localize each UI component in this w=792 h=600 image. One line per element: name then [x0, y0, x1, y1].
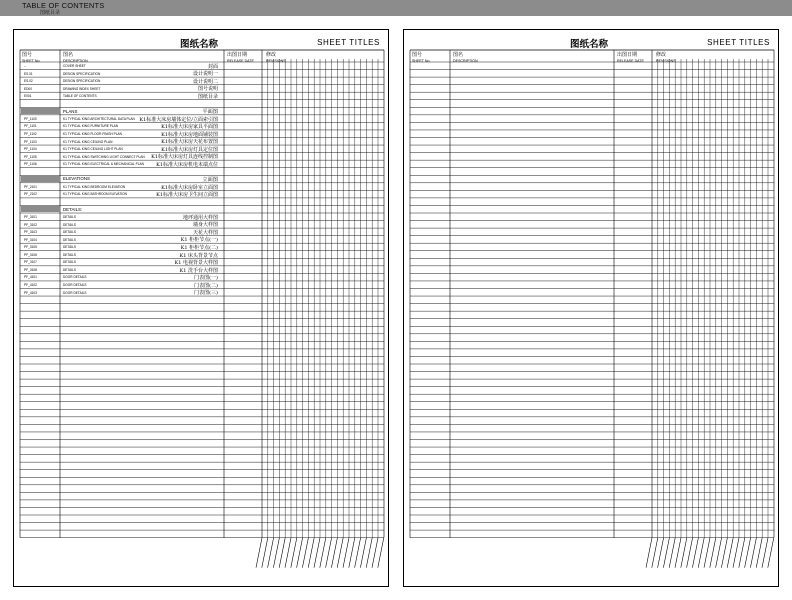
sheet-description: DETAILS [63, 230, 77, 235]
hatch-mark [273, 538, 279, 568]
sheet-name-cn: K1标准大床房天花布置图 [161, 139, 218, 146]
sheet-left [13, 29, 389, 587]
hatch-mark [716, 538, 722, 568]
sheet-number: PF_3101 [24, 215, 37, 219]
hatch-mark [663, 538, 669, 568]
sheet-description: DOOR DETAILS [63, 282, 87, 287]
hatch-mark [698, 538, 704, 568]
hatch-mark [262, 538, 268, 568]
hatch-mark [343, 538, 349, 568]
hatch-mark [337, 538, 343, 568]
hatch-mark [762, 538, 768, 568]
sheet-name-cn: K1 柜柜节点(二) [180, 245, 218, 251]
sheet-number: PF_3108 [24, 267, 37, 272]
sheet-number: PF_2101 [24, 184, 37, 189]
sheet-description: DOOR DETAILS [63, 290, 87, 295]
col-release-cn: 出图日期 [227, 52, 248, 58]
sheet-name-cn: 地坪通用大样图 [182, 214, 218, 221]
col-description-en: DESCRIPTION [63, 59, 88, 63]
sheet-description: DETAILS [63, 267, 77, 272]
hatch-mark [326, 538, 332, 568]
sheet-name-cn: 设计说明二 [192, 78, 218, 85]
sheet-description: DOOR DETAILS [63, 275, 87, 280]
sheet-description: K1 TYPICAL KING CEILING PLAN [63, 139, 113, 144]
col-header-release [227, 52, 254, 64]
col-description-en: DESCRIPTION [453, 59, 478, 63]
sheet-name-cn: 图纸目录 [197, 94, 218, 100]
hatch-mark [692, 538, 698, 568]
sheet-description: K1 TYPICAL KING BEDROOM ELEVATION [63, 184, 126, 189]
sheet-name-cn: 门表图(一) [194, 275, 218, 282]
sheet-number: PF_1100 [24, 116, 37, 121]
col-sheet-no-cn: 图号 [22, 52, 33, 58]
sheet-number: ED00 [24, 86, 32, 91]
sheet-number: ES.01 [24, 71, 33, 76]
hatch-mark [355, 538, 361, 568]
sheet-description: K1 TYPICAL KING ARCHITECTURAL DATA PLAN [63, 116, 135, 121]
sheet-number: -- [24, 64, 27, 68]
hatch-mark [279, 538, 285, 568]
hatch-mark [360, 538, 366, 568]
sheet-description: DETAILS [63, 222, 77, 227]
hatch-mark [733, 538, 739, 568]
sheet-description: DETAILS [63, 245, 77, 250]
banner-title-en: TABLE OF CONTENTS [22, 1, 105, 10]
sheet-name-cn: 封面 [207, 63, 218, 70]
hatch-mark [268, 538, 274, 568]
hatch-mark [739, 538, 745, 568]
sheet-name-cn: K1标准大床房地面铺装图 [161, 131, 218, 138]
hatch-mark [256, 538, 262, 568]
col-revisions-en: REVISIONS [656, 59, 676, 63]
hatch-mark [366, 538, 372, 568]
sheet-name-cn: K1 床头背景节点 [179, 252, 218, 259]
sheet-number: PF_3106 [24, 252, 37, 257]
hatch-mark [681, 538, 687, 568]
sheet-number: PF_1104 [24, 147, 37, 152]
section-title: ELEVATIONS [63, 176, 90, 182]
hatch-mark [745, 538, 751, 568]
sheet-description: TABLE OF CONTENTS [63, 94, 97, 99]
col-header-description [63, 52, 88, 64]
hatch-mark [302, 538, 308, 568]
hatch-mark [704, 538, 710, 568]
hatch-mark [687, 538, 693, 568]
col-sheet-no-en: SHEET No. [412, 59, 431, 63]
col-name-cn: 图名 [63, 52, 74, 58]
col-header-revisions [656, 52, 676, 64]
section-marker [21, 176, 60, 183]
sheet-name-cn: 门表图(三) [194, 290, 218, 297]
sheet-description: K1 TYPICAL KING CEILING LIGHT PLAN [63, 147, 123, 152]
hatch-mark [652, 538, 658, 568]
hatch-mark [320, 538, 326, 568]
sheet-number: PF_3107 [24, 260, 37, 265]
hatch-mark [710, 538, 716, 568]
col-revisions-cn: 修改 [656, 52, 667, 58]
sheet-name-cn: K1标准大床房卫生间立面图 [156, 192, 218, 199]
sheet-description: DETAILS [63, 252, 77, 257]
sheet-description: DETAILS [63, 215, 77, 219]
sheet-number: PF_1101 [24, 124, 37, 129]
sheet-description: DETAILS [63, 260, 77, 265]
sheet-description: DETAILS [63, 237, 77, 242]
sheet-number: PF_3102 [24, 222, 37, 227]
col-release-en: RELEASE DATE [227, 59, 254, 63]
sheet-description: DESIGN SPECIFICATION [63, 79, 101, 84]
sheet-name-cn: K1标准大床房机电末端点位 [156, 161, 218, 168]
hatch-mark [658, 538, 664, 568]
sheet-name-cn: K1 洗手台大样图 [179, 267, 218, 274]
hatch-mark [750, 538, 756, 568]
sheet-title-cn: 图纸名称 [570, 39, 609, 50]
hatch-mark [297, 538, 303, 568]
sheet-name-cn: K1 柜柜节点(一) [180, 237, 218, 244]
sheet-number: E001 [24, 94, 32, 99]
sheet-name-cn: K1标准大床房墙体定位/立面索引图 [139, 116, 218, 123]
sheet-number: PF_1102 [24, 131, 37, 136]
sheet-name-cn: K1标准大床房卧室立面图 [161, 184, 218, 191]
hatch-mark [291, 538, 297, 568]
sheet-name-cn: K1标准大床房家具平面图 [161, 124, 218, 131]
hatch-mark [756, 538, 762, 568]
hatch-mark [372, 538, 378, 568]
sheet-number: PF_4102 [24, 282, 37, 287]
hatch-mark [349, 538, 355, 568]
sheet-name-cn: K1 电视背景大样图 [174, 260, 218, 267]
col-sheet-no-cn: 图号 [412, 52, 423, 58]
sheet-right [403, 29, 779, 587]
table-grid-right [404, 30, 779, 587]
sheet-number: PF_1106 [24, 162, 37, 167]
hatch-mark [669, 538, 675, 568]
hatch-mark [675, 538, 681, 568]
sheet-number: PF_4103 [24, 290, 37, 295]
sheet-number: PF_1105 [24, 154, 37, 159]
col-name-cn: 图名 [453, 52, 464, 58]
hatch-mark [285, 538, 291, 568]
hatch-mark [646, 538, 652, 568]
hatch-mark [308, 538, 314, 568]
sheet-description: COVER SHEET [63, 64, 86, 68]
section-title-cn: 平面图 [202, 108, 218, 115]
sheet-description: K1 TYPICAL KING FLOOR FINISH PLAN [63, 131, 122, 136]
col-revisions-en: REVISIONS [266, 59, 286, 63]
sheet-description: K1 TYPICAL KING SWITCHING LIGHT CONNECT PLAN [63, 154, 145, 159]
sheet-number: PF_1103 [24, 139, 37, 144]
sheet-number: PF_3103 [24, 230, 37, 235]
col-header-description [453, 52, 478, 64]
sheet-name-cn: 天花大样图 [192, 229, 218, 236]
hatch-mark [378, 538, 384, 568]
col-header-sheet-no [412, 52, 431, 64]
section-marker [21, 206, 60, 213]
sheet-number: PF_2102 [24, 192, 37, 197]
sheet-description: DRAWING INDEX SHEET [63, 86, 101, 91]
sheet-name-cn: 图号说明 [197, 86, 218, 93]
hatch-mark [727, 538, 733, 568]
sheet-title-cn: 图纸名称 [180, 39, 219, 50]
hatch-mark [331, 538, 337, 568]
col-header-sheet-no [22, 52, 41, 64]
sheet-title-en: SHEET TITLES [317, 38, 380, 47]
top-banner [0, 0, 792, 16]
sheet-number: PF_3104 [24, 237, 37, 242]
sheet-title-en: SHEET TITLES [707, 38, 770, 47]
sheet-description: DESIGN SPECIFICATION [63, 71, 101, 76]
section-title: DETAILS: [63, 206, 83, 212]
sheet-number: PF_3105 [24, 245, 37, 250]
banner-title-cn: 图纸目录 [40, 10, 61, 16]
col-header-release [617, 52, 644, 64]
hatch-mark [721, 538, 727, 568]
sheet-name-cn: K1标准大床房灯具连线控制图 [151, 154, 218, 161]
sheet-description: K1 TYPICAL KING FURNITURE PLAN [63, 124, 119, 129]
col-header-revisions [266, 52, 286, 64]
section-title-cn: 立面图 [202, 176, 218, 183]
section-title: PLANS [63, 108, 78, 114]
sheet-name-cn: 设计说明一 [192, 71, 218, 78]
sheet-description: K1 TYPICAL KING ELECTRICAL & MECHANICAL PLAN [63, 162, 144, 167]
col-sheet-no-en: SHEET No. [22, 59, 41, 63]
hatch-mark [768, 538, 774, 568]
col-release-en: RELEASE DATE [617, 59, 644, 63]
section-marker [21, 108, 60, 115]
hatch-mark [314, 538, 320, 568]
sheet-name-cn: 墙身大样图 [192, 222, 218, 229]
sheet-description: K1 TYPICAL KING BATHROOM ELEVATION [63, 192, 127, 197]
sheet-number: PF_4101 [24, 275, 37, 280]
sheet-number: ES.02 [24, 79, 33, 84]
sheet-name-cn: K1标准大床房灯具定位图 [161, 146, 218, 153]
col-revisions-cn: 修改 [266, 52, 277, 58]
sheet-name-cn: 门表图(二) [194, 282, 218, 289]
col-release-cn: 出图日期 [617, 52, 638, 58]
